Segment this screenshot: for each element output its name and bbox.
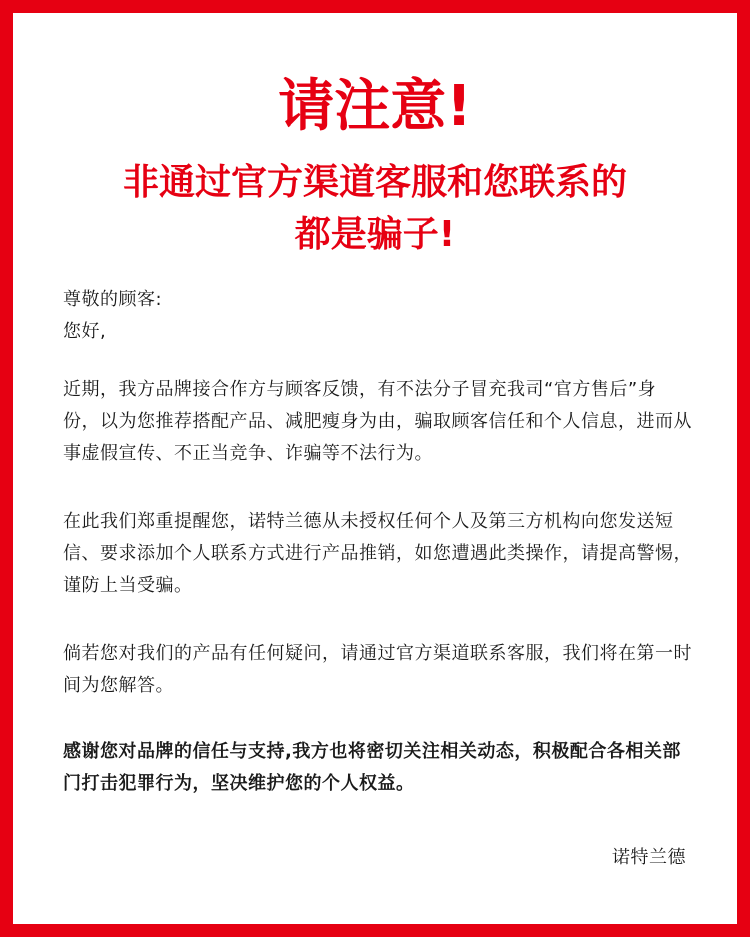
notice-subtitle-line1: 非通过官方渠道客服和您联系的 <box>122 162 627 203</box>
paragraph-thanks: 感谢您对品牌的信任与支持,我方也将密切关注相关动态，积极配合各相关部门打击犯罪行为，坚决维护您的个人权益。 <box>63 741 681 794</box>
letter-salutation: 尊敬的顾客: <box>63 289 163 310</box>
paragraph-warning: 在此我们郑重提醒您，诺特兰德从未授权任何个人及第三方机构向您发送短信、要求添加个人联系方式进行产品推销，如您遭遇此类操作，请提高警惕，谨防上当受骗。 <box>63 511 692 596</box>
letter-signature: 诺特兰德 <box>612 847 686 868</box>
paragraph-fraud-report: 近期，我方品牌接合作方与顾客反馈，有不法分子冒充我司“官方售后”身份，以为您推荐搭配产品、减肥瘦身为由，骗取顾客信任和个人信息，进而从事虚假宣传、不正当竞争、诈骗等不法行为。 <box>63 379 692 464</box>
notice-title: 请注意! <box>278 74 472 139</box>
letter-greeting: 您好, <box>63 321 107 342</box>
paragraph-contact-official: 倘若您对我们的产品有任何疑问，请通过官方渠道联系客服，我们将在第一时间为您解答。 <box>63 643 692 696</box>
notice-subtitle-line2: 都是骗子! <box>294 214 456 255</box>
